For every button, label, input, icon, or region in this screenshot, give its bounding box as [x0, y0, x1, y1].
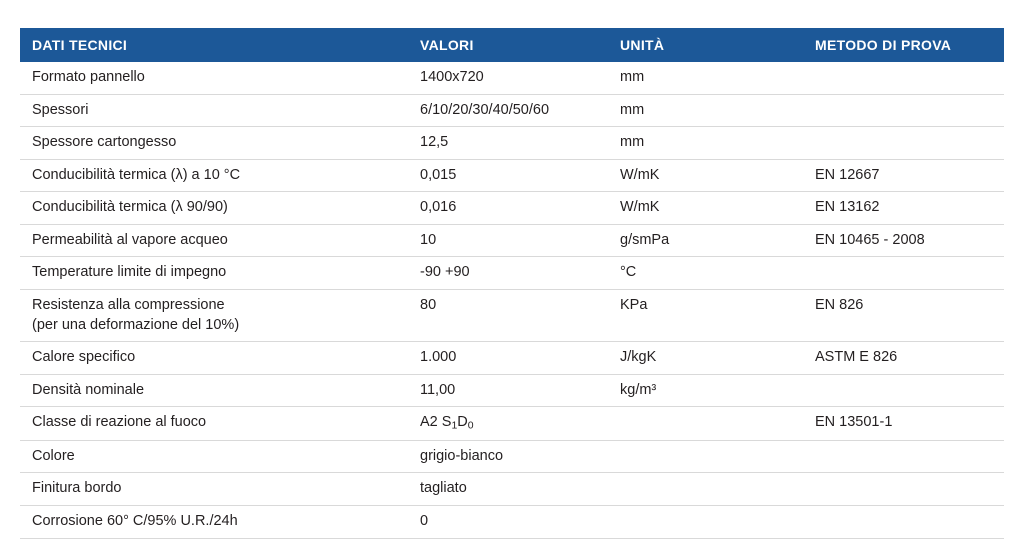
cell-value: 11,00 [410, 374, 610, 407]
cell-unit: kg/m³ [610, 374, 805, 407]
cell-method: ASTM E 826 [805, 342, 1004, 375]
cell-name: Calore specifico [20, 342, 410, 375]
cell-name: Corrosione 60° C/95% U.R./24h [20, 506, 410, 539]
cell-value: -90 +90 [410, 257, 610, 290]
cell-unit [610, 506, 805, 539]
cell-value: A2 $S_1D_0$ [410, 407, 610, 441]
cell-name: Densità nominale [20, 374, 410, 407]
cell-unit: g/smPa [610, 224, 805, 257]
cell-method [805, 473, 1004, 506]
cell-name: Temperature limite di impegno [20, 257, 410, 290]
cell-name: Spessore cartongesso [20, 127, 410, 160]
table-row [20, 159, 1004, 192]
cell-unit: J/kgK [610, 342, 805, 375]
table-row [20, 374, 1004, 407]
cell-value: 80 [410, 289, 610, 341]
cell-value: 0,015 [410, 159, 610, 192]
cell-value: 10 [410, 224, 610, 257]
cell-value: grigio-bianco [410, 440, 610, 473]
table-row [20, 94, 1004, 127]
cell-method: EN 826 [805, 289, 1004, 341]
cell-name: Spessori [20, 94, 410, 127]
cell-unit: mm [610, 62, 805, 94]
cell-value: 0 [410, 506, 610, 539]
cell-unit: mm [610, 127, 805, 160]
table-body [20, 62, 1004, 538]
cell-name: Classe di reazione al fuoco [20, 407, 410, 441]
cell-unit [610, 473, 805, 506]
cell-value: 1.000 [410, 342, 610, 375]
cell-method: EN 12667 [805, 159, 1004, 192]
cell-unit: KPa [610, 289, 805, 341]
cell-name: Conducibilità termica (λ) a 10 °C [20, 159, 410, 192]
cell-method: EN 10465 - 2008 [805, 224, 1004, 257]
cell-name: Finitura bordo [20, 473, 410, 506]
cell-value: 0,016 [410, 192, 610, 225]
cell-unit: W/mK [610, 159, 805, 192]
cell-name-line2: (per una deformazione del 10%) [32, 316, 240, 333]
cell-name: Colore [20, 440, 410, 473]
technical-data-table [20, 28, 1004, 539]
table-header [20, 28, 1004, 62]
cell-value: 1400x720 [410, 62, 610, 94]
cell-method: EN 13501-1 [805, 407, 1004, 441]
table-row [20, 127, 1004, 160]
cell-value: tagliato [410, 473, 610, 506]
cell-unit: W/mK [610, 192, 805, 225]
cell-name: Formato pannello [20, 62, 410, 94]
cell-name [20, 289, 410, 341]
cell-method [805, 94, 1004, 127]
cell-method: EN 13162 [805, 192, 1004, 225]
table-row [20, 440, 1004, 473]
cell-value: 6/10/20/30/40/50/60 [410, 94, 610, 127]
table-row [20, 473, 1004, 506]
column-header-valori: VALORI [410, 28, 610, 62]
cell-unit [610, 407, 805, 441]
cell-method [805, 62, 1004, 94]
cell-method [805, 506, 1004, 539]
cell-name-line1: Resistenza alla compressione [32, 296, 225, 313]
cell-unit: mm [610, 94, 805, 127]
table-row [20, 62, 1004, 94]
cell-method [805, 440, 1004, 473]
table-row [20, 342, 1004, 375]
cell-unit [610, 440, 805, 473]
table-row [20, 506, 1004, 539]
table-row [20, 192, 1004, 225]
cell-method [805, 374, 1004, 407]
table-row [20, 289, 1004, 341]
table-row [20, 257, 1004, 290]
table-row [20, 224, 1004, 257]
column-header-unita: UNITÀ [610, 28, 805, 62]
cell-value: 12,5 [410, 127, 610, 160]
cell-name: Permeabilità al vapore acqueo [20, 224, 410, 257]
column-header-metodo-di-prova: METODO DI PROVA [805, 28, 1004, 62]
cell-unit: °C [610, 257, 805, 290]
table-row [20, 407, 1004, 441]
column-header-dati-tecnici: DATI TECNICI [20, 28, 410, 62]
cell-method [805, 257, 1004, 290]
cell-method [805, 127, 1004, 160]
table-header-row [20, 28, 1004, 62]
cell-name: Conducibilità termica (λ 90/90) [20, 192, 410, 225]
